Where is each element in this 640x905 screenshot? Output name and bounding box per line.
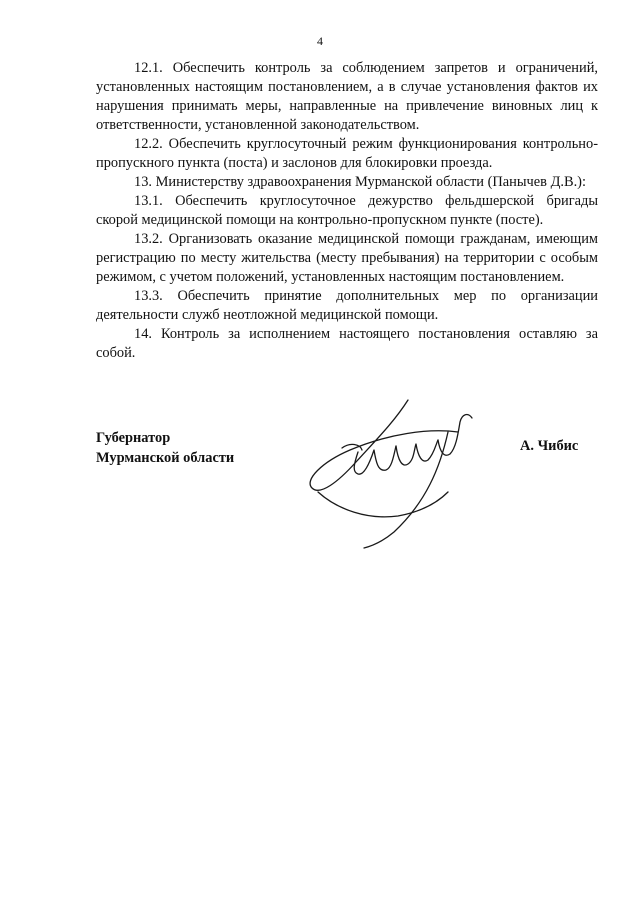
paragraph-13-2: 13.2. Организовать оказание медицинской помощи гражданам, имеющим регистрацию по месту жительства (месту пребывания) на территории с особым режимом, с учетом положений, установленных настоящим постановлением. (96, 231, 598, 285)
paragraph-13-3: 13.3. Обеспечить принятие дополнительных мер по организации деятельности служб неотложной медицинской помощи. (96, 288, 598, 323)
page-number: 4 (317, 34, 323, 48)
signatory-name: А. Чибис (520, 438, 579, 454)
paragraph-12-2: 12.2. Обеспечить круглосуточный режим функционирования контрольно-пропускного пункта (поста) и заслонов для блокировки проезда. (96, 136, 598, 171)
signatory-title-line2: Мурманской области (96, 450, 235, 466)
paragraph-13: 13. Министерству здравоохранения Мурманской области (Панычев Д.В.): (134, 174, 586, 190)
signatory-title (96, 428, 234, 468)
document-body (96, 59, 598, 363)
paragraph-12-1: 12.1. Обеспечить контроль за соблюдением запретов и ограничений, установленных настоящим постановлением, а в случае установления фактов их нарушения принимать меры, направленные на привлечение виновных лиц к ответственности, установленной законодательством. (96, 60, 598, 133)
paragraph-14: 14. Контроль за исполнением настоящего постановления оставляю за собой. (96, 326, 598, 361)
paragraph-13-1: 13.1. Обеспечить круглосуточное дежурство фельдшерской бригады скорой медицинской помощи на контрольно-пропускном пункте (посте). (96, 193, 598, 228)
handwritten-signature (298, 392, 498, 552)
signatory-title-line1: Губернатор (96, 430, 171, 446)
